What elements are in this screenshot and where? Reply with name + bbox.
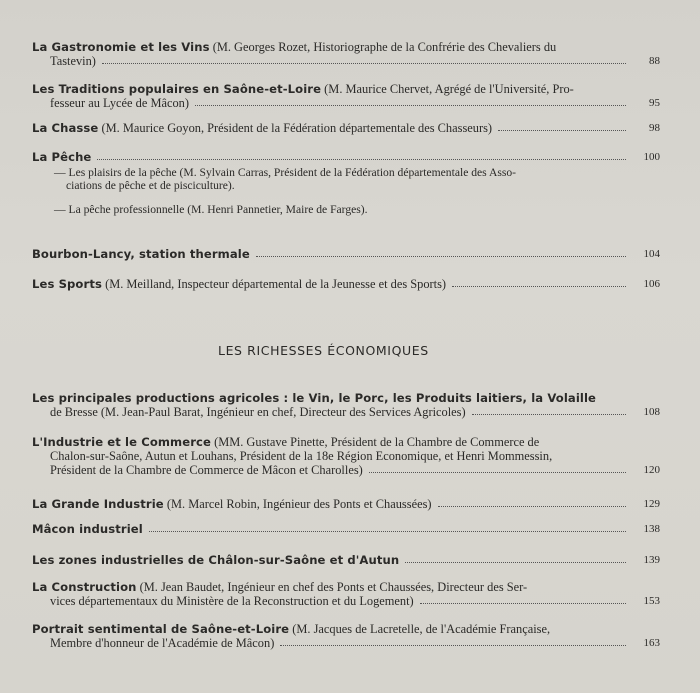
entry-title: La Pêche [32,150,92,164]
page-number: 95 [649,97,660,109]
entry-desc: (M. Jacques de Lacretelle, de l'Académie Française, [292,622,551,636]
page-number: 153 [643,595,660,607]
entry-desc: (M. Meilland, Inspecteur départemental de la Jeunesse et des Sports) [105,277,447,291]
toc-entry-peche [32,150,660,164]
entry-desc: (MM. Gustave Pinette, Président de la Chambre de Commerce de [214,435,540,449]
toc-entry-gastronomie [32,40,660,68]
sub-entry-line: — La pêche professionnelle (M. Henri Pannetier, Maire de Farges). [54,203,368,216]
entry-title: Portrait sentimental de Saône-et-Loire [32,622,290,636]
sub-entry-line: ciations de pêche et de pisciculture). [66,179,235,192]
entry-desc: de Bresse (M. Jean-Paul Barat, Ingénieur en chef, Directeur des Services Agricoles) [50,405,466,419]
page-number: 104 [643,248,660,260]
entry-title: Les principales productions agricoles : le Vin, le Porc, les Produits laitiers, la Volaille [32,391,597,405]
toc-entry-industrie-commerce [32,435,660,477]
dot-leader [97,159,626,160]
toc-entry-portrait [32,622,660,650]
entry-title: L'Industrie et le Commerce [32,435,211,449]
dot-leader [149,531,626,532]
page-number: 139 [643,554,660,566]
toc-entry-construction [32,580,660,608]
toc-entry-sports [32,277,660,291]
toc-entry-macon-industriel [32,522,660,536]
toc-entry-agricoles [32,391,660,419]
entry-title: La Chasse [32,121,99,135]
dot-leader [472,414,626,415]
entry-title: Les Traditions populaires en Saône-et-Loire [32,82,322,96]
page-number: 138 [643,523,660,535]
entry-desc: Tastevin) [50,54,96,68]
sub-entry-professionnelle [54,203,660,216]
dot-leader [498,130,626,131]
page-number: 98 [649,122,660,134]
entry-desc: vices départementaux du Ministère de la Reconstruction et du Logement) [50,594,414,608]
page-number: 163 [643,637,660,649]
entry-desc: (M. Maurice Goyon, Président de la Fédération départementale des Chasseurs) [101,121,493,135]
page-number: 100 [643,151,660,163]
page-number: 108 [643,406,660,418]
entry-desc: (M. Marcel Robin, Ingénieur des Ponts et Chaussées) [166,497,432,511]
entry-title: Les Sports [32,277,102,291]
entry-desc: Chalon-sur-Saône, Autun et Louhans, Président de la 18e Région Economique, et Henri Mommessin, [50,449,553,463]
page-number: 129 [643,498,660,510]
entry-desc: (M. Maurice Chervet, Agrégé de l'Université, Pro- [324,82,574,96]
page-number: 88 [649,55,660,67]
entry-title: Les zones industrielles de Châlon-sur-Saône et d'Autun [32,553,400,567]
toc-entry-chasse [32,121,660,135]
entry-title: La Construction [32,580,137,594]
sub-entry-plaisirs [54,166,660,192]
entry-title: Mâcon industriel [32,522,143,536]
dot-leader [102,63,626,64]
toc-entry-traditions [32,82,660,110]
dot-leader [369,472,626,473]
entry-desc: (M. Georges Rozet, Historiographe de la Confrérie des Chevaliers du [212,40,557,54]
toc-entry-zones-industrielles [32,553,660,567]
entry-title: La Grande Industrie [32,497,164,511]
toc-entry-grande-industrie [32,497,660,511]
entry-desc: Membre d'honneur de l'Académie de Mâcon) [50,636,275,650]
entry-title: Bourbon-Lancy, station thermale [32,247,250,261]
dot-leader [280,645,626,646]
dot-leader [256,256,626,257]
entry-desc: fesseur au Lycée de Mâcon) [50,96,189,110]
sub-entry-line: — Les plaisirs de la pêche (M. Sylvain Carras, Président de la Fédération départementale des Asso- [54,166,517,179]
page-number: 106 [643,278,660,290]
dot-leader [452,286,626,287]
entry-desc: Président de la Chambre de Commerce de Mâcon et Charolles) [50,463,363,477]
entry-desc: (M. Jean Baudet, Ingénieur en chef des Ponts et Chaussées, Directeur des Ser- [139,580,528,594]
entry-title: La Gastronomie et les Vins [32,40,210,54]
dot-leader [420,603,626,604]
page-number: 120 [643,464,660,476]
dot-leader [438,506,626,507]
dot-leader [405,562,626,563]
dot-leader [195,105,626,106]
section-heading: LES RICHESSES ÉCONOMIQUES [218,343,429,358]
toc-entry-bourbon-lancy [32,247,660,261]
